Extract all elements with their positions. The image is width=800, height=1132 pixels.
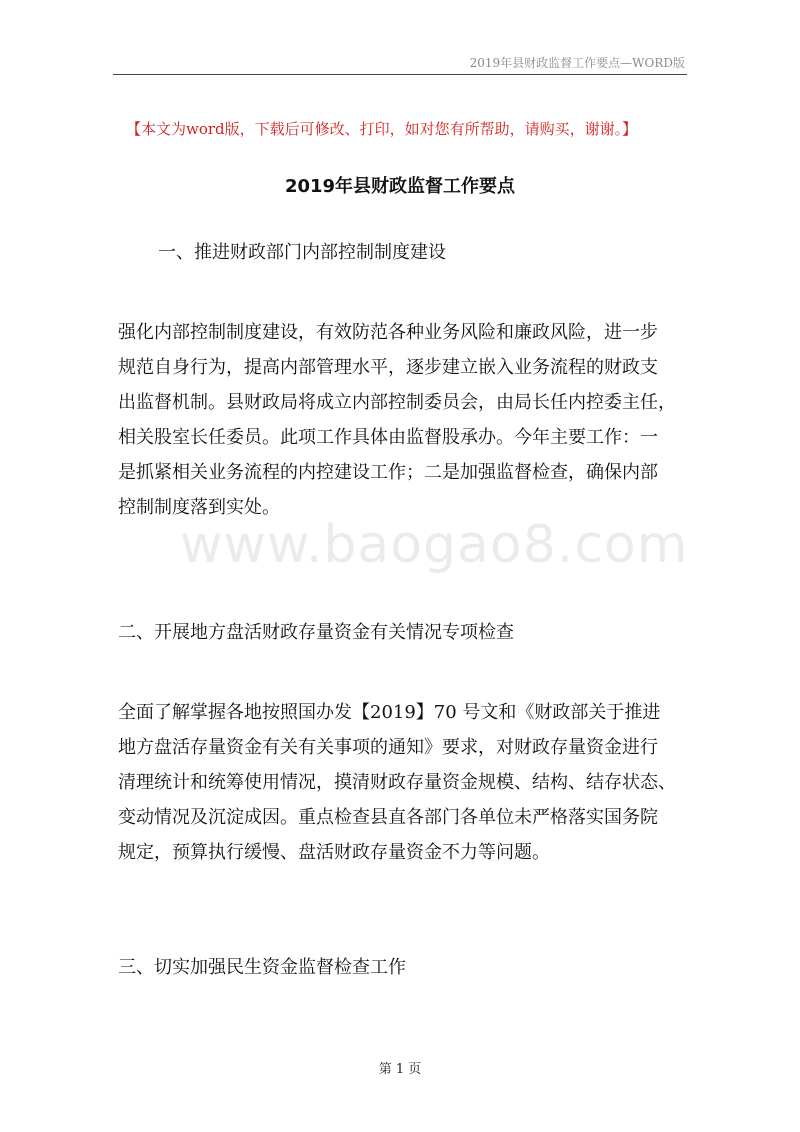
- paragraph-line: 规范自身行为，提高内部管理水平，逐步建立嵌入业务流程的财政支: [118, 357, 658, 378]
- paragraph-line: 强化内部控制制度建设，有效防范各种业务风险和廉政风险，进一步: [118, 322, 658, 343]
- paragraph-line: 控制制度落到实处。: [118, 497, 280, 518]
- paragraph-line: 是抓紧相关业务流程的内控建设工作；二是加强监督检查，确保内部: [118, 462, 658, 483]
- paragraph-line: 出监督机制。县财政局将成立内部控制委员会，由局长任内控委主任，: [118, 392, 676, 413]
- paragraph-line: 全面了解掌握各地按照国办发【2019】70 号文和《财政部关于推进: [118, 702, 661, 723]
- paragraph-line: 清理统计和统筹使用情况，摸清财政存量资金规模、结构、结存状态、: [118, 772, 676, 793]
- section-heading-2: 二、开展地方盘活财政存量资金有关情况专项检查: [118, 622, 514, 643]
- paragraph-line: 变动情况及沉淀成因。重点检查县直各部门各单位未严格落实国务院: [118, 807, 658, 828]
- section-heading-3: 三、切实加强民生资金监督检查工作: [118, 957, 406, 978]
- document-title: 2019年县财政监督工作要点: [284, 176, 516, 197]
- paragraph-line: 地方盘活存量资金有关有关事项的通知》要求，对财政存量资金进行: [118, 737, 658, 758]
- section-1-paragraph: [118, 315, 688, 525]
- header-divider: [113, 74, 687, 75]
- section-heading-1: 一、推进财政部门内部控制制度建设: [158, 242, 446, 263]
- section-2-paragraph: [118, 695, 688, 870]
- purchase-notice: 【本文为word版，下载后可修改、打印，如对您有所帮助，请购买，谢谢。】: [126, 120, 638, 138]
- paragraph-line: 相关股室长任委员。此项工作具体由监督股承办。今年主要工作：一: [118, 427, 658, 448]
- paragraph-line: 规定，预算执行缓慢、盘活财政存量资金不力等问题。: [118, 842, 550, 863]
- watermark: www.baogao8.com: [180, 515, 689, 575]
- running-header: 2019年县财政监督工作要点—WORD版: [469, 56, 685, 70]
- page-number: 第 1 页: [378, 1062, 422, 1077]
